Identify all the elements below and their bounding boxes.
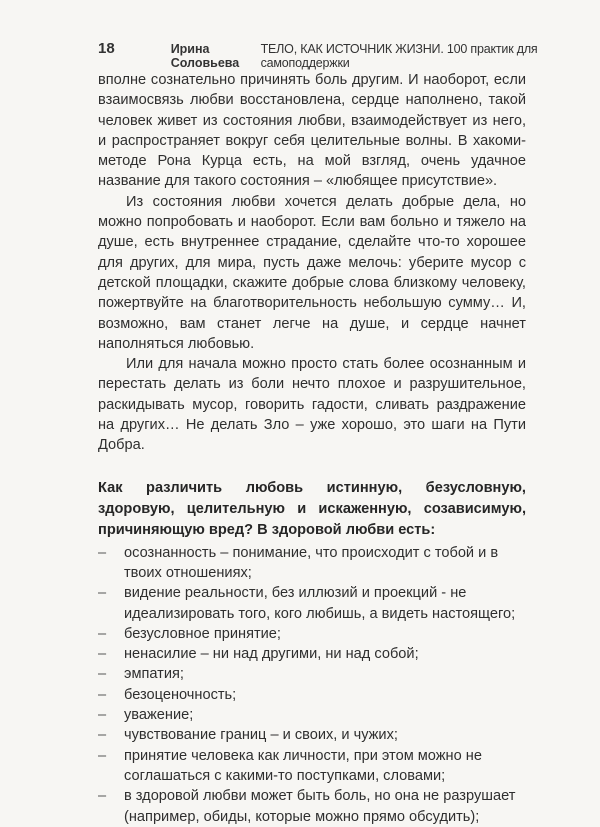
list-item-text: безусловное принятие; — [124, 625, 281, 642]
paragraph: Или для начала можно просто стать более осознанным и перестать делать из боли нечто плохое и разрушительное, раскидывать мусор, говорить гадости, сливать раздражение на других… Не делать Зло – уже хорошо, это шаги на Пути Добра. — [98, 356, 526, 454]
list-item — [98, 583, 526, 624]
dash-bullet: – — [98, 727, 107, 744]
dash-bullet: – — [98, 625, 107, 642]
list-item — [98, 624, 526, 644]
dash-bullet: – — [98, 666, 107, 683]
list-item — [98, 685, 526, 705]
dash-bullet: – — [98, 686, 107, 703]
list-item-text: ненасилие – ни над другими, ни над собой; — [124, 646, 419, 663]
list-item-text: безоценочность; — [124, 686, 237, 703]
list-item-text: осознанность – понимание, что происходит с тобой и в твоих отношениях; — [124, 544, 499, 581]
paragraph-continued: вполне сознательно причинять боль другим. И наоборот, если взаимосвязь любви восстановлена, сердце наполнено, такой человек живет из состояния любви, взаимодействует из него, и распространяет вокруг себя целительные волны. В хакоми-методе Рона Курца есть, на мой взгляд, очень удачное название для такого состояния – «любящее присутствие». — [98, 72, 526, 190]
dash-bullet: – — [98, 646, 107, 663]
list-item — [98, 664, 526, 684]
list-item-text: уважение; — [124, 707, 194, 724]
list-item-text: в здоровой любви может быть боль, но она не разрушает (например, обиды, которые можно прямо обсудить); — [124, 788, 516, 825]
list-item — [98, 543, 526, 584]
list-item — [98, 644, 526, 664]
list-item — [98, 786, 526, 827]
page-body — [98, 70, 526, 827]
list-item — [98, 725, 526, 745]
running-header — [98, 40, 540, 70]
dash-bullet: – — [98, 788, 107, 805]
list-item-text: эмпатия; — [124, 666, 184, 683]
list-item-text: принятие человека как личности, при этом можно не соглашаться с какими-то поступками, словами; — [124, 747, 482, 784]
page-number: 18 — [98, 40, 115, 57]
list-item — [98, 746, 526, 787]
dash-bullet: – — [98, 707, 107, 724]
list-item-text: чувствование границ – и своих, и чужих; — [124, 727, 398, 744]
author-name: Ирина Соловьева — [170, 42, 240, 70]
healthy-love-list — [98, 543, 526, 827]
paragraph: Из состояния любви хочется делать добрые дела, но можно попробовать и наоборот. Если вам больно и тяжело на душе, есть внутреннее страдание, сделайте что-то хорошее для других, для мира, пусть даже мелочь: уберите мусор с детской площадки, скажите добрые слова близкому человеку, пожертвуйте на благотворительность небольшую сумму… И, возможно, вам станет легче на душе, и сердце начнет наполняться любовью. — [98, 193, 526, 352]
dash-bullet: – — [98, 585, 107, 602]
running-title: ТЕЛО, КАК ИСТОЧНИК ЖИЗНИ. 100 практик для самоподдержки — [260, 42, 538, 70]
dash-bullet: – — [98, 747, 107, 764]
section-question: Как различить любовь истинную, безусловную, здоровую, целительную и искаженную, созависимую, причиняющую вред? В здоровой любви есть: — [98, 479, 526, 538]
list-item-text: видение реальности, без иллюзий и проекций - не идеализировать того, кого любишь, а видеть настоящего; — [124, 585, 516, 622]
list-item — [98, 705, 526, 725]
dash-bullet: – — [98, 544, 107, 561]
